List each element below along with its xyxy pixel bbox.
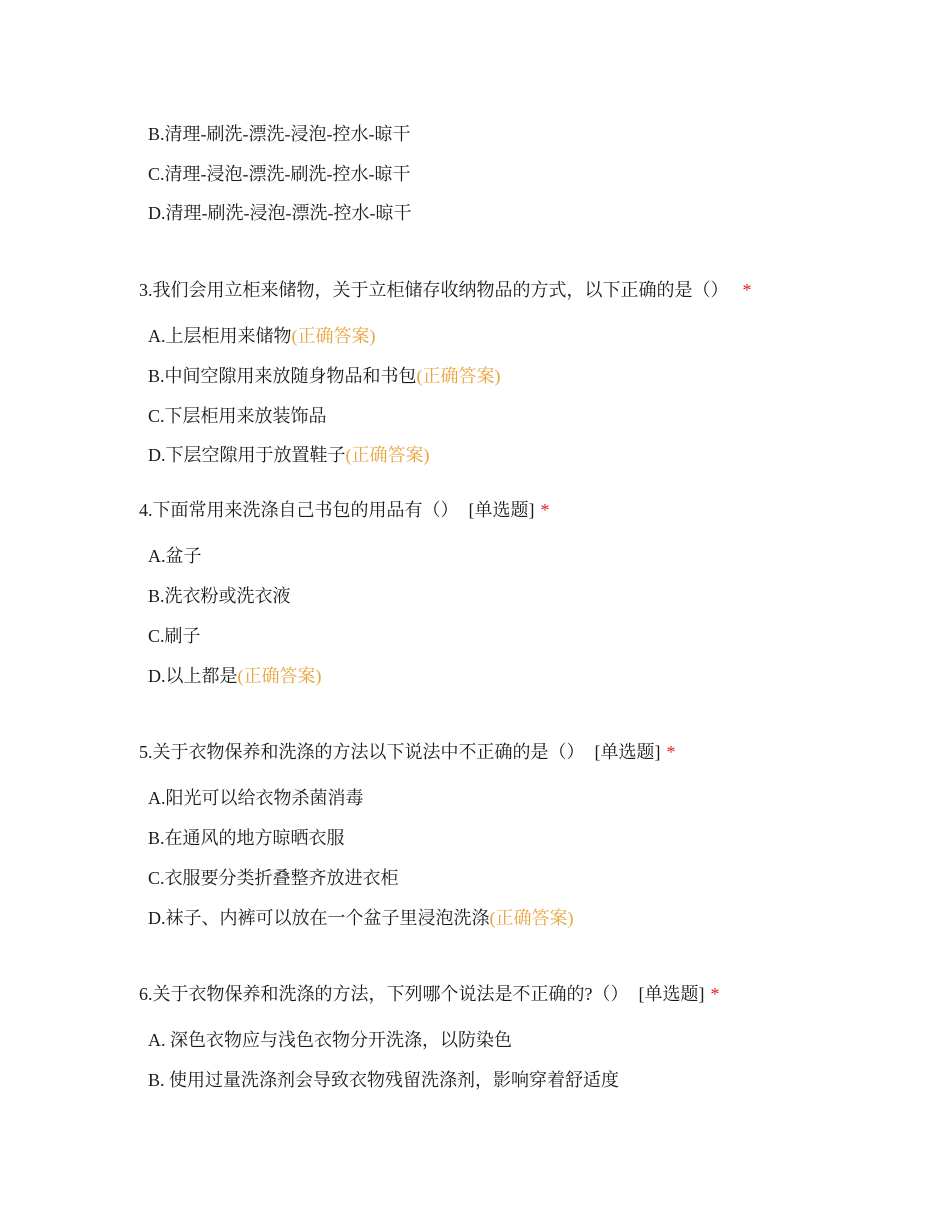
- correct-answer-tag: (正确答案): [345, 445, 430, 465]
- q6-option-a: [148, 1028, 512, 1052]
- option-text: D.下层空隙用于放置鞋子: [148, 445, 346, 465]
- option-text: A. 深色衣物应与浅色衣物分开洗涤，以防染色: [148, 1030, 512, 1050]
- question-type-label: [单选题]: [594, 742, 661, 762]
- option-text: A.盆子: [148, 546, 202, 566]
- q3-title: [139, 278, 752, 302]
- required-marker: *: [742, 280, 752, 300]
- option-text: B.清理-刷洗-漂洗-浸泡-控水-晾干: [148, 124, 411, 144]
- question-text: 6.关于衣物保养和洗涤的方法，下列哪个说法是不正确的?（）: [139, 984, 629, 1004]
- q5-option-c: [148, 866, 399, 890]
- q5-option-d: [148, 906, 574, 930]
- option-text: C.下层柜用来放装饰品: [148, 406, 327, 426]
- required-marker: *: [540, 500, 550, 520]
- option-text: B.在通风的地方晾晒衣服: [148, 828, 345, 848]
- option-text: A.上层柜用来储物: [148, 326, 292, 346]
- question-text: 4.下面常用来洗涤自己书包的用品有（）: [139, 500, 459, 520]
- option-text: B.中间空隙用来放随身物品和书包: [148, 366, 417, 386]
- question-text: 5.关于衣物保养和洗涤的方法以下说法中不正确的是（）: [139, 742, 585, 762]
- q4-option-d: [148, 664, 322, 688]
- correct-answer-tag: (正确答案): [489, 908, 574, 928]
- question-text: 3.我们会用立柜来储物，关于立柜储存收纳物品的方式，以下正确的是（）: [139, 280, 729, 300]
- question-type-label: [单选题]: [638, 984, 705, 1004]
- option-text: D.袜子、内裤可以放在一个盆子里浸泡洗涤: [148, 908, 490, 928]
- option-text: D.以上都是: [148, 666, 238, 686]
- q3-option-c: [148, 404, 327, 428]
- q3-option-a: [148, 324, 376, 348]
- q2-option-d: [148, 201, 411, 225]
- required-marker: *: [666, 742, 676, 762]
- q5-title: [139, 740, 676, 764]
- option-text: C.刷子: [148, 626, 201, 646]
- correct-answer-tag: (正确答案): [237, 666, 322, 686]
- q4-option-b: [148, 584, 291, 608]
- q4-title: [139, 498, 550, 522]
- q2-option-c: [148, 162, 410, 186]
- q4-option-c: [148, 624, 201, 648]
- q3-option-d: [148, 443, 430, 467]
- option-text: C.衣服要分类折叠整齐放进衣柜: [148, 868, 399, 888]
- q3-option-b: [148, 364, 501, 388]
- q2-option-b: [148, 122, 410, 146]
- option-text: D.清理-刷洗-浸泡-漂洗-控水-晾干: [148, 203, 412, 223]
- option-text: B.洗衣粉或洗衣液: [148, 586, 291, 606]
- required-marker: *: [710, 984, 720, 1004]
- q4-option-a: [148, 544, 202, 568]
- option-text: A.阳光可以给衣物杀菌消毒: [148, 788, 364, 808]
- option-text: C.清理-浸泡-漂洗-刷洗-控水-晾干: [148, 164, 411, 184]
- option-text: B. 使用过量洗涤剂会导致衣物残留洗涤剂，影响穿着舒适度: [148, 1070, 620, 1090]
- q6-title: [139, 982, 720, 1006]
- correct-answer-tag: (正确答案): [416, 366, 501, 386]
- question-type-label: [单选题]: [468, 500, 535, 520]
- q5-option-a: [148, 786, 364, 810]
- correct-answer-tag: (正确答案): [291, 326, 376, 346]
- q5-option-b: [148, 826, 345, 850]
- q6-option-b: [148, 1068, 619, 1092]
